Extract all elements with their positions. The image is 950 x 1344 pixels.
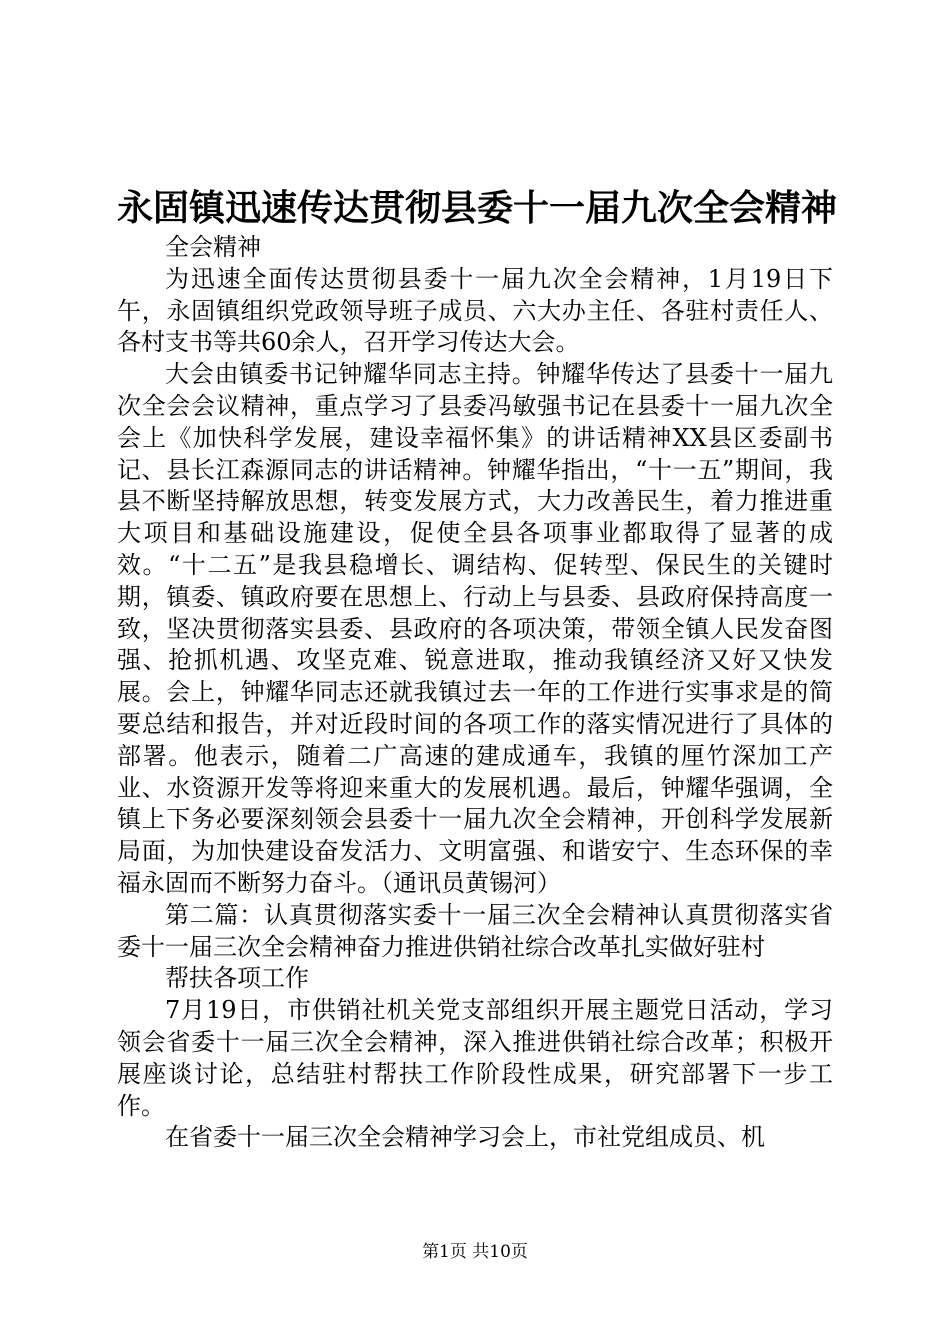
document-body [117, 232, 833, 1154]
paragraph-intro-heading: 全会精神 [165, 233, 261, 261]
paragraph-section-subheading: 帮扶各项工作 [165, 964, 309, 993]
document-title: 永固镇迅速传达贯彻县委十一届九次全会精神 [116, 187, 837, 229]
page-number: 第1页 共10页 [422, 1242, 528, 1262]
paragraph: 大会由镇委书记钟耀华同志主持。钟耀华传达了县委十一届九次全会会议精神，重点学习了县委冯敏强书记在县委十一届九次全会上《加快科学发展，建设幸福怀集》的讲话精神XX县区委副书记、县长江森源同志的讲话精神。钟耀华指出，“十一五”期间，我县不断坚持解放思想，转变发展方式，大力改善民生，着力推进重大项目和基础设施建设，促使全县各项事业都取得了显著的成效。“十二五”是我县稳增长、调结构、促转型、保民生的关键时期，镇委、镇政府要在思想上、行动上与县委、县政府保持高度一致，坚决贯彻落实县委、县政府的各项决策，带领全镇人民发奋图强、抢抓机遇、攻坚克难、锐意进取，推动我镇经济又好又快发展。会上，钟耀华同志还就我镇过去一年的工作进行实事求是的简要总结和报告，并对近段时间的各项工作的落实情况进行了具体的部署。他表示，随着二广高速的建成通车，我镇的厘竹深加工产业、水资源开发等将迎来重大的发展机遇。最后，钟耀华强调，全镇上下务必要深刻领会县委十一届九次全会精神，开创科学发展新局面，为加快建设奋发活力、文明富强、和谐安宁、生态环保的幸福永固而不断努力奋斗。（通讯员黄锡河） [117, 360, 833, 897]
paragraph-section-heading: 第二篇：认真贯彻落实委十一届三次全会精神认真贯彻落实省委十一届三次全会精神奋力推进供销社综合改革扎实做好驻村 [117, 900, 833, 961]
paragraph: 7月19日，市供销社机关党支部组织开展主题党日活动，学习领会省委十一届三次全会精神，深入推进供销社综合改革；积极开展座谈讨论，总结驻村帮扶工作阶段性成果，研究部署下一步工作。 [117, 996, 833, 1120]
paragraph: 为迅速全面传达贯彻县委十一届九次全会精神，1月19日下午，永固镇组织党政领导班子成员、六大办主任、各驻村责任人、各村支书等共60余人，召开学习传达大会。 [117, 264, 833, 357]
paragraph: 在省委十一届三次全会精神学习会上，市社党组成员、机 [165, 1123, 765, 1152]
